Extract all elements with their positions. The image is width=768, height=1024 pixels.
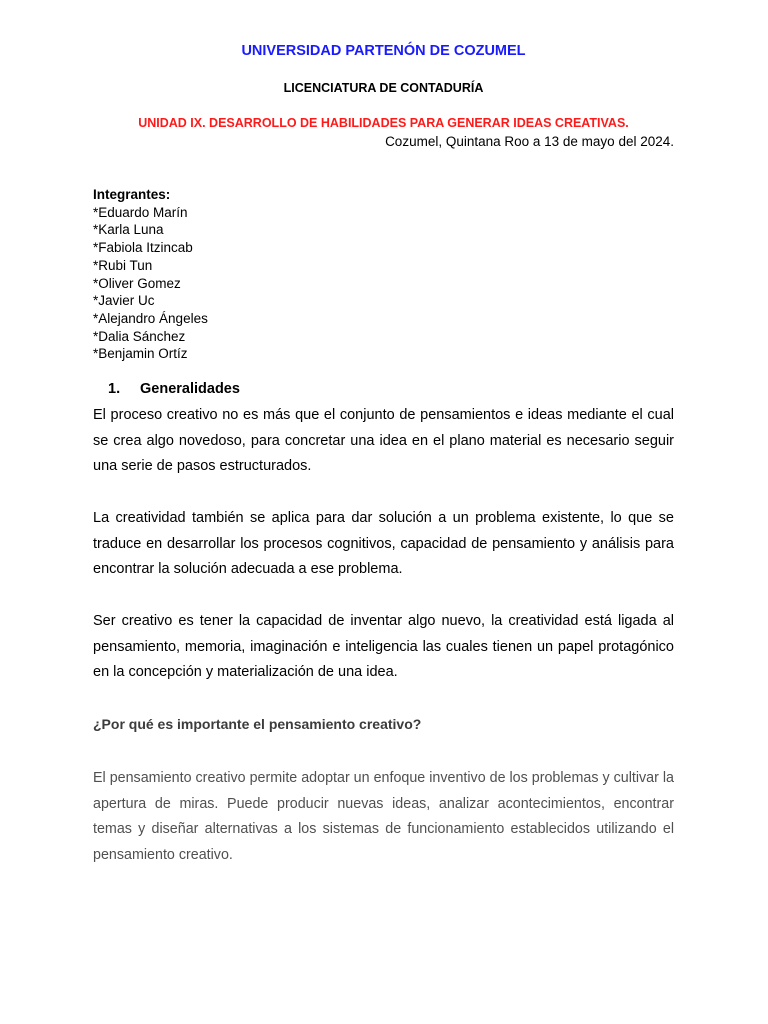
member-item: *Fabiola Itzincab xyxy=(93,240,193,256)
section-title: Generalidades xyxy=(140,381,240,397)
member-item: *Dalia Sánchez xyxy=(93,328,186,344)
member-item: *Karla Luna xyxy=(93,222,164,238)
member-item: *Oliver Gomez xyxy=(93,275,181,291)
member-item: *Eduardo Marín xyxy=(93,204,188,220)
members-list xyxy=(93,186,674,363)
university-title: UNIVERSIDAD PARTENÓN DE COZUMEL xyxy=(241,43,526,59)
paragraph: La creatividad también se aplica para dar solución a un problema existente, lo que se traduce en desarrollar los procesos cognitivos, capacidad de pensamiento y análisis para encontrar la solución adecuada a ese problema. xyxy=(93,510,674,578)
member-item: *Benjamin Ortíz xyxy=(93,346,188,362)
member-item: *Rubi Tun xyxy=(93,257,153,273)
paragraph: El proceso creativo no es más que el conjunto de pensamientos e ideas mediante el cual se crea algo novedoso, para concretar una idea en el plano material es necesario seguir una serie de pasos estructurados. xyxy=(93,407,674,475)
section-number: 1. xyxy=(108,381,121,397)
unit-title: UNIDAD IX. DESARROLLO DE HABILIDADES PARA GENERAR IDEAS CREATIVAS. xyxy=(138,116,629,130)
member-item: *Javier Uc xyxy=(93,293,155,309)
member-item: *Alejandro Ángeles xyxy=(93,310,208,326)
paragraph: Ser creativo es tener la capacidad de inventar algo nuevo, la creatividad está ligada al pensamiento, memoria, imaginación e inteligencia las cuales tienen un papel protagónico en la concepción y materialización de una idea. xyxy=(93,613,674,681)
section-heading xyxy=(108,381,240,397)
degree-title: LICENCIATURA DE CONTADURÍA xyxy=(283,81,484,95)
answer-paragraph: El pensamiento creativo permite adoptar un enfoque inventivo de los problemas y cultivar la apertura de miras. Puede producir nuevas ideas, analizar acontecimientos, encontrar temas y diseñar alternativas a los sistemas de funcionamiento establecidos utilizando el pensamiento creativo. xyxy=(93,770,674,864)
members-label: Integrantes: xyxy=(93,187,171,202)
question-heading: ¿Por qué es importante el pensamiento creativo? xyxy=(93,716,422,732)
place-date: Cozumel, Quintana Roo a 13 de mayo del 2024. xyxy=(385,134,674,149)
